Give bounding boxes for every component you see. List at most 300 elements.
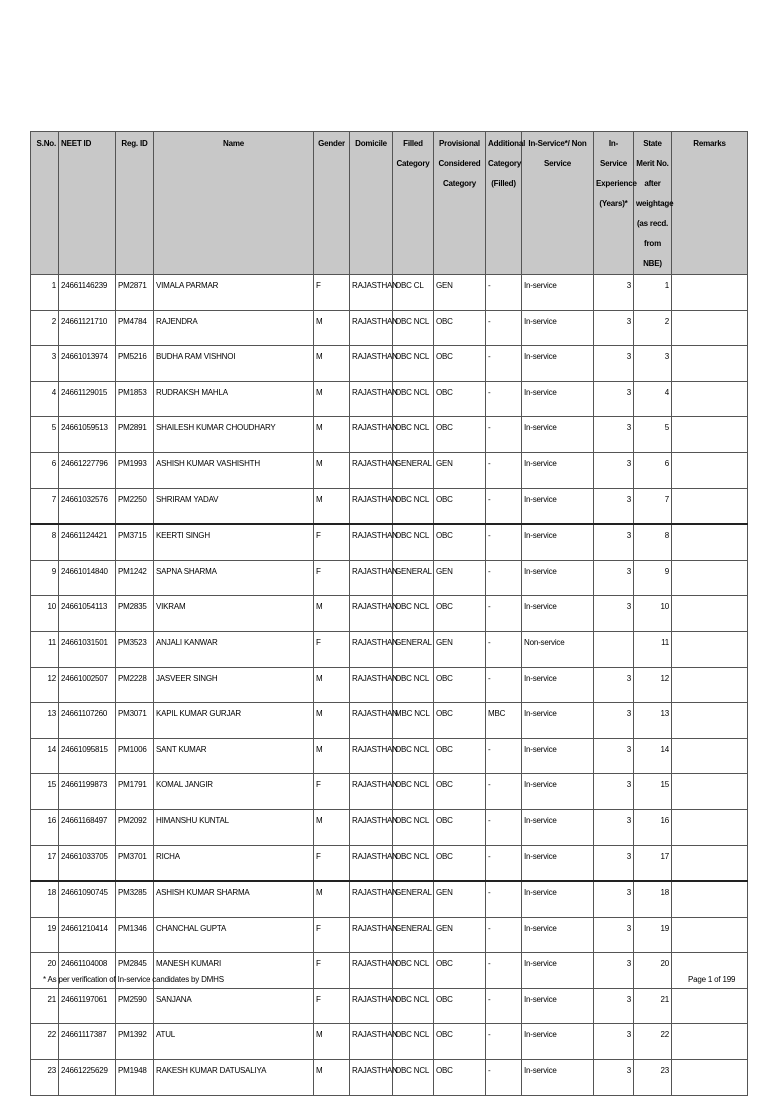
cell-filled-category: OBC NCL — [393, 774, 434, 810]
cell-name: MANESH KUMARI — [154, 953, 314, 989]
cell-state-merit: 1 — [634, 275, 672, 311]
cell-name: KAPIL KUMAR GURJAR — [154, 703, 314, 739]
cell-provisional-category: OBC — [434, 310, 486, 346]
cell-reg-id: PM1853 — [116, 381, 154, 417]
cell-name: SHRIRAM YADAV — [154, 488, 314, 524]
cell-additional-category: MBC — [486, 703, 522, 739]
cell-gender: F — [314, 774, 350, 810]
cell-remarks — [672, 275, 748, 311]
cell-filled-category: OBC CL — [393, 275, 434, 311]
cell-remarks — [672, 452, 748, 488]
cell-name: JASVEER SINGH — [154, 667, 314, 703]
table-row — [31, 310, 748, 346]
cell-additional-category: - — [486, 452, 522, 488]
cell-sno: 17 — [31, 845, 59, 881]
cell-remarks — [672, 631, 748, 667]
cell-state-merit: 17 — [634, 845, 672, 881]
page-number: Page 1 of 199 — [688, 975, 736, 984]
cell-remarks — [672, 488, 748, 524]
cell-sno: 5 — [31, 417, 59, 453]
cell-name: SANJANA — [154, 988, 314, 1024]
cell-domicile: RAJASTHAN — [350, 310, 393, 346]
cell-sno: 3 — [31, 346, 59, 382]
cell-experience: 3 — [594, 881, 634, 917]
cell-sno: 21 — [31, 988, 59, 1024]
cell-filled-category: GENERAL — [393, 560, 434, 596]
cell-experience: 3 — [594, 845, 634, 881]
cell-provisional-category: OBC — [434, 1024, 486, 1060]
cell-sno: 7 — [31, 488, 59, 524]
cell-reg-id: PM1242 — [116, 560, 154, 596]
cell-remarks — [672, 845, 748, 881]
cell-name: ATUL — [154, 1024, 314, 1060]
cell-gender: M — [314, 1024, 350, 1060]
table-row — [31, 809, 748, 845]
cell-filled-category: GENERAL — [393, 452, 434, 488]
cell-domicile: RAJASTHAN — [350, 346, 393, 382]
cell-domicile: RAJASTHAN — [350, 703, 393, 739]
cell-sno: 11 — [31, 631, 59, 667]
cell-gender: M — [314, 703, 350, 739]
cell-state-merit: 2 — [634, 310, 672, 346]
cell-name: VIMALA PARMAR — [154, 275, 314, 311]
header-domicile: Domicile — [350, 132, 393, 275]
cell-provisional-category: OBC — [434, 809, 486, 845]
cell-neet-id: 24661013974 — [59, 346, 116, 382]
cell-domicile: RAJASTHAN — [350, 596, 393, 632]
cell-in-service: In-service — [522, 809, 594, 845]
cell-filled-category: OBC NCL — [393, 596, 434, 632]
header-state-merit: State Merit No. after weightage (as recd. from NBE) — [634, 132, 672, 275]
cell-additional-category: - — [486, 488, 522, 524]
cell-state-merit: 4 — [634, 381, 672, 417]
cell-provisional-category: OBC — [434, 381, 486, 417]
cell-sno: 19 — [31, 917, 59, 953]
cell-reg-id: PM2845 — [116, 953, 154, 989]
cell-in-service: In-service — [522, 917, 594, 953]
cell-domicile: RAJASTHAN — [350, 1060, 393, 1096]
cell-gender: M — [314, 310, 350, 346]
cell-neet-id: 24661227796 — [59, 452, 116, 488]
cell-filled-category: OBC NCL — [393, 988, 434, 1024]
cell-sno: 2 — [31, 310, 59, 346]
cell-additional-category: - — [486, 988, 522, 1024]
cell-in-service: In-service — [522, 1060, 594, 1096]
cell-reg-id: PM1791 — [116, 774, 154, 810]
cell-sno: 14 — [31, 738, 59, 774]
cell-neet-id: 24661146239 — [59, 275, 116, 311]
cell-name: ASHISH KUMAR VASHISHTH — [154, 452, 314, 488]
cell-filled-category: OBC NCL — [393, 346, 434, 382]
cell-reg-id: PM1392 — [116, 1024, 154, 1060]
cell-domicile: RAJASTHAN — [350, 738, 393, 774]
cell-in-service: In-service — [522, 524, 594, 560]
cell-gender: M — [314, 452, 350, 488]
table-row — [31, 524, 748, 560]
cell-domicile: RAJASTHAN — [350, 381, 393, 417]
cell-domicile: RAJASTHAN — [350, 953, 393, 989]
cell-additional-category: - — [486, 417, 522, 453]
cell-gender: M — [314, 667, 350, 703]
cell-domicile: RAJASTHAN — [350, 631, 393, 667]
cell-domicile: RAJASTHAN — [350, 667, 393, 703]
cell-domicile: RAJASTHAN — [350, 774, 393, 810]
cell-reg-id: PM2228 — [116, 667, 154, 703]
merit-list-table — [30, 131, 748, 1096]
cell-remarks — [672, 774, 748, 810]
table-row — [31, 417, 748, 453]
cell-experience: 3 — [594, 596, 634, 632]
header-name: Name — [154, 132, 314, 275]
cell-neet-id: 24661002507 — [59, 667, 116, 703]
cell-neet-id: 24661225629 — [59, 1060, 116, 1096]
cell-provisional-category: GEN — [434, 452, 486, 488]
cell-name: RAKESH KUMAR DATUSALIYA — [154, 1060, 314, 1096]
cell-in-service: In-service — [522, 596, 594, 632]
cell-neet-id: 24661059513 — [59, 417, 116, 453]
cell-sno: 18 — [31, 881, 59, 917]
cell-in-service: In-service — [522, 774, 594, 810]
cell-experience: 3 — [594, 488, 634, 524]
cell-additional-category: - — [486, 845, 522, 881]
cell-provisional-category: OBC — [434, 667, 486, 703]
cell-filled-category: OBC NCL — [393, 845, 434, 881]
cell-state-merit: 22 — [634, 1024, 672, 1060]
cell-reg-id: PM2590 — [116, 988, 154, 1024]
cell-gender: F — [314, 560, 350, 596]
cell-remarks — [672, 417, 748, 453]
cell-state-merit: 8 — [634, 524, 672, 560]
cell-in-service: In-service — [522, 560, 594, 596]
cell-remarks — [672, 310, 748, 346]
cell-in-service: In-service — [522, 703, 594, 739]
cell-reg-id: PM2835 — [116, 596, 154, 632]
cell-additional-category: - — [486, 560, 522, 596]
cell-additional-category: - — [486, 738, 522, 774]
cell-experience: 3 — [594, 738, 634, 774]
table-row — [31, 738, 748, 774]
cell-filled-category: OBC NCL — [393, 667, 434, 703]
cell-remarks — [672, 988, 748, 1024]
cell-provisional-category: GEN — [434, 881, 486, 917]
cell-provisional-category: OBC — [434, 417, 486, 453]
cell-additional-category: - — [486, 667, 522, 703]
cell-sno: 13 — [31, 703, 59, 739]
cell-provisional-category: OBC — [434, 1060, 486, 1096]
cell-reg-id: PM2891 — [116, 417, 154, 453]
cell-state-merit: 9 — [634, 560, 672, 596]
cell-gender: M — [314, 596, 350, 632]
cell-remarks — [672, 881, 748, 917]
cell-remarks — [672, 560, 748, 596]
cell-reg-id: PM1006 — [116, 738, 154, 774]
table-row — [31, 881, 748, 917]
cell-provisional-category: GEN — [434, 275, 486, 311]
cell-in-service: In-service — [522, 346, 594, 382]
cell-provisional-category: OBC — [434, 845, 486, 881]
cell-neet-id: 24661124421 — [59, 524, 116, 560]
table-row — [31, 988, 748, 1024]
cell-additional-category: - — [486, 774, 522, 810]
cell-neet-id: 24661095815 — [59, 738, 116, 774]
header-neet-id: NEET ID — [59, 132, 116, 275]
cell-reg-id: PM4784 — [116, 310, 154, 346]
cell-gender: M — [314, 881, 350, 917]
header-in-service: In-Service*/ Non Service — [522, 132, 594, 275]
cell-state-merit: 23 — [634, 1060, 672, 1096]
cell-name: KEERTI SINGH — [154, 524, 314, 560]
cell-additional-category: - — [486, 631, 522, 667]
cell-sno: 20 — [31, 953, 59, 989]
cell-experience: 3 — [594, 667, 634, 703]
header-experience: In-Service Experience (Years)* — [594, 132, 634, 275]
cell-reg-id: PM1346 — [116, 917, 154, 953]
cell-reg-id: PM1948 — [116, 1060, 154, 1096]
cell-remarks — [672, 346, 748, 382]
cell-domicile: RAJASTHAN — [350, 988, 393, 1024]
cell-reg-id: PM3071 — [116, 703, 154, 739]
cell-sno: 1 — [31, 275, 59, 311]
cell-in-service: In-service — [522, 275, 594, 311]
cell-domicile: RAJASTHAN — [350, 488, 393, 524]
table-row — [31, 596, 748, 632]
cell-reg-id: PM2092 — [116, 809, 154, 845]
cell-gender: F — [314, 917, 350, 953]
header-additional-category: Additional Category (Filled) — [486, 132, 522, 275]
cell-name: RAJENDRA — [154, 310, 314, 346]
cell-in-service: In-service — [522, 988, 594, 1024]
cell-sno: 23 — [31, 1060, 59, 1096]
cell-state-merit: 7 — [634, 488, 672, 524]
cell-sno: 22 — [31, 1024, 59, 1060]
cell-additional-category: - — [486, 346, 522, 382]
cell-additional-category: - — [486, 809, 522, 845]
cell-filled-category: OBC NCL — [393, 524, 434, 560]
cell-domicile: RAJASTHAN — [350, 917, 393, 953]
cell-provisional-category: OBC — [434, 953, 486, 989]
cell-experience: 3 — [594, 310, 634, 346]
cell-name: BUDHA RAM VISHNOI — [154, 346, 314, 382]
cell-provisional-category: OBC — [434, 988, 486, 1024]
cell-neet-id: 24661033705 — [59, 845, 116, 881]
cell-in-service: In-service — [522, 310, 594, 346]
cell-in-service: In-service — [522, 488, 594, 524]
cell-reg-id: PM3523 — [116, 631, 154, 667]
cell-in-service: In-service — [522, 1024, 594, 1060]
table-row — [31, 917, 748, 953]
cell-provisional-category: OBC — [434, 596, 486, 632]
cell-neet-id: 24661199873 — [59, 774, 116, 810]
cell-filled-category: OBC NCL — [393, 417, 434, 453]
cell-name: CHANCHAL GUPTA — [154, 917, 314, 953]
cell-neet-id: 24661197061 — [59, 988, 116, 1024]
cell-state-merit: 15 — [634, 774, 672, 810]
cell-additional-category: - — [486, 953, 522, 989]
cell-gender: M — [314, 488, 350, 524]
cell-name: SANT KUMAR — [154, 738, 314, 774]
cell-experience: 3 — [594, 1060, 634, 1096]
cell-neet-id: 24661168497 — [59, 809, 116, 845]
cell-state-merit: 10 — [634, 596, 672, 632]
cell-gender: F — [314, 631, 350, 667]
cell-filled-category: OBC NCL — [393, 953, 434, 989]
cell-state-merit: 12 — [634, 667, 672, 703]
cell-sno: 6 — [31, 452, 59, 488]
cell-neet-id: 24661210414 — [59, 917, 116, 953]
table-row — [31, 1024, 748, 1060]
cell-sno: 12 — [31, 667, 59, 703]
table-row — [31, 845, 748, 881]
header-gender: Gender — [314, 132, 350, 275]
cell-experience: 3 — [594, 988, 634, 1024]
cell-name: ANJALI KANWAR — [154, 631, 314, 667]
cell-sno: 16 — [31, 809, 59, 845]
cell-name: KOMAL JANGIR — [154, 774, 314, 810]
cell-experience: 3 — [594, 381, 634, 417]
table-row — [31, 275, 748, 311]
cell-filled-category: OBC NCL — [393, 738, 434, 774]
cell-filled-category: OBC NCL — [393, 1024, 434, 1060]
table-row — [31, 346, 748, 382]
cell-experience: 3 — [594, 417, 634, 453]
table-row — [31, 631, 748, 667]
cell-reg-id: PM5216 — [116, 346, 154, 382]
cell-provisional-category: OBC — [434, 488, 486, 524]
cell-additional-category: - — [486, 310, 522, 346]
cell-remarks — [672, 809, 748, 845]
cell-experience: 3 — [594, 703, 634, 739]
table-row — [31, 488, 748, 524]
cell-sno: 8 — [31, 524, 59, 560]
cell-neet-id: 24661104008 — [59, 953, 116, 989]
cell-in-service: In-service — [522, 845, 594, 881]
cell-provisional-category: OBC — [434, 524, 486, 560]
cell-neet-id: 24661107260 — [59, 703, 116, 739]
cell-reg-id: PM3285 — [116, 881, 154, 917]
cell-domicile: RAJASTHAN — [350, 417, 393, 453]
cell-neet-id: 24661129015 — [59, 381, 116, 417]
table-row — [31, 560, 748, 596]
cell-sno: 15 — [31, 774, 59, 810]
table-row — [31, 774, 748, 810]
footer-note: * As per verification of In-service candidates by DMHS — [43, 975, 224, 984]
cell-state-merit: 18 — [634, 881, 672, 917]
cell-remarks — [672, 667, 748, 703]
cell-neet-id: 24661031501 — [59, 631, 116, 667]
cell-filled-category: OBC NCL — [393, 809, 434, 845]
cell-filled-category: OBC NCL — [393, 310, 434, 346]
cell-domicile: RAJASTHAN — [350, 524, 393, 560]
cell-experience: 3 — [594, 560, 634, 596]
cell-additional-category: - — [486, 381, 522, 417]
cell-gender: M — [314, 809, 350, 845]
cell-experience: 3 — [594, 809, 634, 845]
cell-additional-category: - — [486, 1024, 522, 1060]
cell-gender: F — [314, 524, 350, 560]
cell-sno: 4 — [31, 381, 59, 417]
cell-sno: 9 — [31, 560, 59, 596]
cell-experience: 3 — [594, 1024, 634, 1060]
cell-gender: F — [314, 845, 350, 881]
cell-gender: F — [314, 953, 350, 989]
cell-additional-category: - — [486, 275, 522, 311]
cell-filled-category: GENERAL — [393, 917, 434, 953]
cell-remarks — [672, 596, 748, 632]
cell-remarks — [672, 381, 748, 417]
cell-state-merit: 11 — [634, 631, 672, 667]
table-body — [31, 275, 748, 1096]
header-remarks: Remarks — [672, 132, 748, 275]
cell-remarks — [672, 524, 748, 560]
cell-state-merit: 5 — [634, 417, 672, 453]
header-filled-category: Filled Category — [393, 132, 434, 275]
cell-neet-id: 24661117387 — [59, 1024, 116, 1060]
cell-state-merit: 16 — [634, 809, 672, 845]
cell-name: SHAILESH KUMAR CHOUDHARY — [154, 417, 314, 453]
cell-filled-category: MBC NCL — [393, 703, 434, 739]
cell-gender: M — [314, 346, 350, 382]
cell-gender: F — [314, 988, 350, 1024]
cell-domicile: RAJASTHAN — [350, 275, 393, 311]
cell-name: ASHISH KUMAR SHARMA — [154, 881, 314, 917]
cell-domicile: RAJASTHAN — [350, 845, 393, 881]
cell-remarks — [672, 917, 748, 953]
cell-experience: 3 — [594, 917, 634, 953]
cell-remarks — [672, 1060, 748, 1096]
cell-name: HIMANSHU KUNTAL — [154, 809, 314, 845]
table-row — [31, 1060, 748, 1096]
cell-in-service: In-service — [522, 738, 594, 774]
cell-in-service: In-service — [522, 953, 594, 989]
cell-filled-category: GENERAL — [393, 631, 434, 667]
header-reg-id: Reg. ID — [116, 132, 154, 275]
cell-domicile: RAJASTHAN — [350, 452, 393, 488]
cell-filled-category: OBC NCL — [393, 381, 434, 417]
cell-in-service: Non-service — [522, 631, 594, 667]
cell-in-service: In-service — [522, 381, 594, 417]
cell-additional-category: - — [486, 917, 522, 953]
cell-state-merit: 20 — [634, 953, 672, 989]
cell-domicile: RAJASTHAN — [350, 1024, 393, 1060]
cell-gender: M — [314, 738, 350, 774]
cell-gender: F — [314, 275, 350, 311]
cell-provisional-category: GEN — [434, 560, 486, 596]
cell-reg-id: PM3701 — [116, 845, 154, 881]
cell-experience — [594, 631, 634, 667]
header-row — [31, 132, 748, 275]
cell-neet-id: 24661054113 — [59, 596, 116, 632]
cell-in-service: In-service — [522, 417, 594, 453]
cell-remarks — [672, 738, 748, 774]
cell-in-service: In-service — [522, 667, 594, 703]
cell-reg-id: PM3715 — [116, 524, 154, 560]
cell-provisional-category: GEN — [434, 631, 486, 667]
cell-neet-id: 24661090745 — [59, 881, 116, 917]
cell-remarks — [672, 703, 748, 739]
cell-state-merit: 14 — [634, 738, 672, 774]
header-provisional-category: Provisional Considered Category — [434, 132, 486, 275]
cell-reg-id: PM1993 — [116, 452, 154, 488]
cell-sno: 10 — [31, 596, 59, 632]
cell-provisional-category: OBC — [434, 738, 486, 774]
cell-remarks — [672, 1024, 748, 1060]
cell-state-merit: 6 — [634, 452, 672, 488]
cell-neet-id: 24661014840 — [59, 560, 116, 596]
cell-additional-category: - — [486, 524, 522, 560]
cell-name: VIKRAM — [154, 596, 314, 632]
cell-domicile: RAJASTHAN — [350, 881, 393, 917]
cell-reg-id: PM2871 — [116, 275, 154, 311]
